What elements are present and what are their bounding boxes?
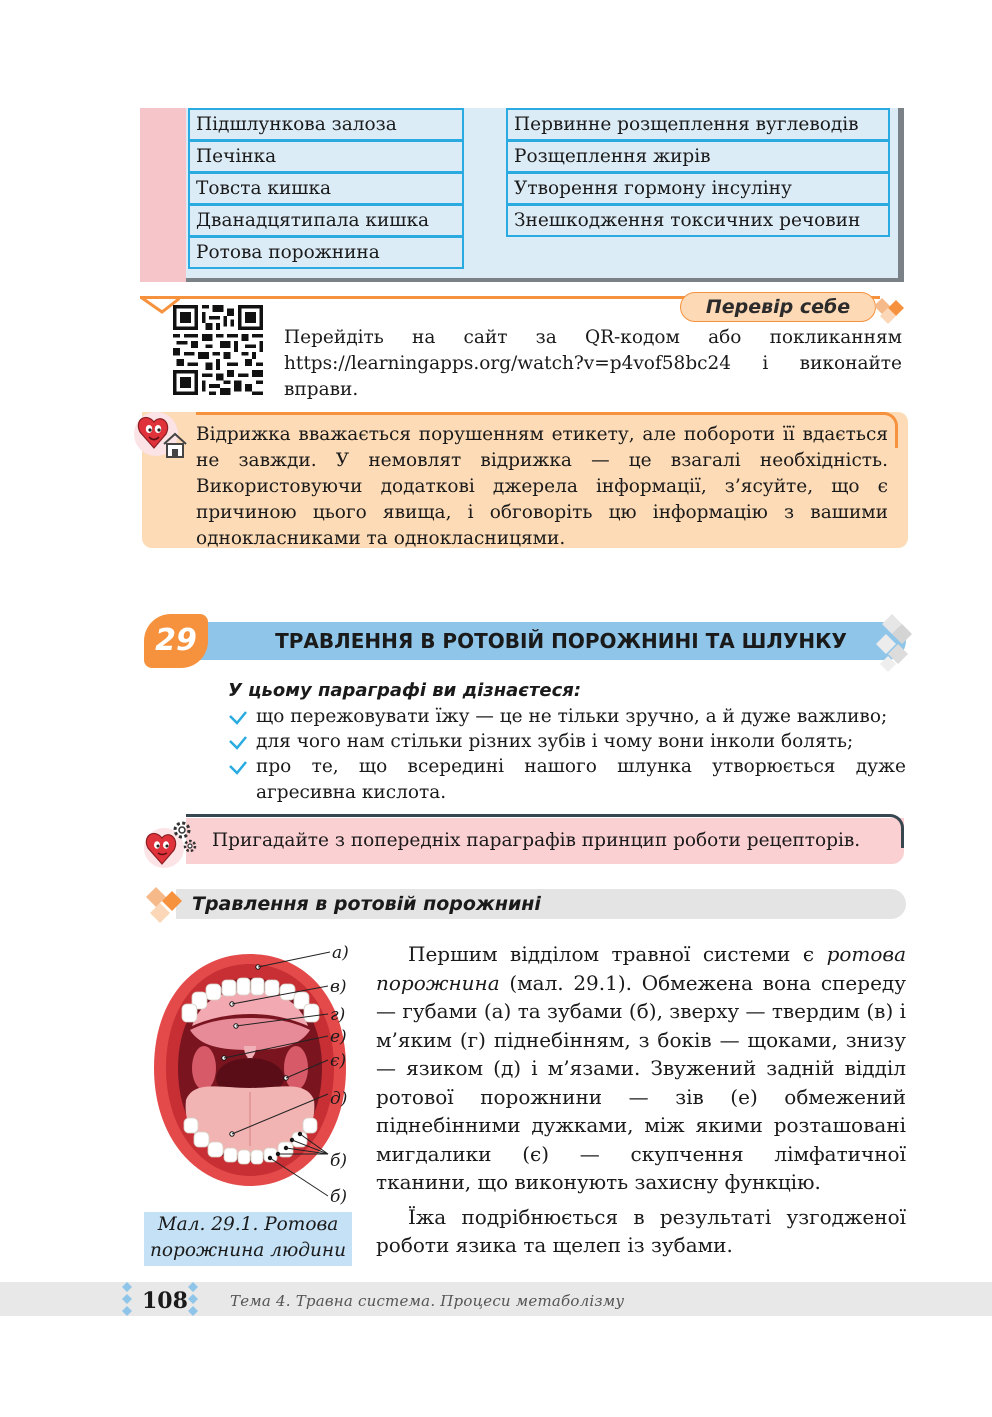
check-yourself-link[interactable]: https://learningapps.org/watch?v=p4vof58bc24 і виконайте (284, 353, 902, 374)
matching-right-column (506, 108, 890, 237)
figure-label: е) (330, 1027, 347, 1047)
matching-table (140, 108, 904, 282)
figure-label: а) (332, 943, 349, 963)
figure-caption (144, 1212, 352, 1266)
note-box-rule (196, 412, 886, 415)
matching-cell: Підшлункова залоза (188, 108, 464, 141)
body-text (376, 940, 906, 1260)
qr-code-icon[interactable] (173, 305, 263, 395)
goal-item: що пережовувати їжу — це не тільки зручно, а й дуже важливо; (256, 706, 888, 727)
body-text-run: Першим відділом травної системи є (408, 942, 827, 966)
check-yourself-text (284, 325, 902, 403)
check-icon (228, 735, 248, 751)
figure-label: г) (330, 1005, 346, 1025)
diamonds-icon (872, 294, 908, 326)
matching-table-shadow (186, 278, 904, 282)
check-icon (228, 760, 248, 776)
mouth-diagram (140, 940, 362, 1210)
goal-item: для чого нам стільки різних зубів і чому вони інколи болять; (256, 731, 854, 752)
diamonds-icon (186, 1280, 200, 1318)
body-text-run: (мал. 29.1). Обмежена вона спереду — губами (а) та зубами (б), зверху — твердим (в) і м’яким (г) піднебінням, з боків — щоками, знизу — язиком (д) і м’язами. Звужений задній відділ ротової порожнини — зів (е) обмежений піднебінними дужками, між якими розташовані мигдалики (є) — скупчення лімфатичної тканини, що виконують захисну функцію. (376, 970, 906, 1194)
recall-box-corner (882, 814, 904, 848)
matching-cell: Знешкодження токсичних речовин (506, 204, 890, 237)
matching-cell: Печінка (188, 140, 464, 173)
section-title: Травлення в ротовій порожнині (192, 893, 541, 915)
figure-label: є) (330, 1051, 347, 1071)
body-paragraph: Їжа подрібнюється в результаті узгодженої роботи язика та щелеп із зубами. (376, 1204, 906, 1257)
matching-table-left-strip (140, 108, 186, 282)
diamonds-icon (872, 612, 914, 674)
recall-box-rule (186, 814, 886, 817)
check-icon (228, 710, 248, 726)
matching-left-column (188, 108, 464, 269)
figure-label: б) (330, 1187, 348, 1207)
matching-cell: Первинне розщеплення вуглеводів (506, 108, 890, 141)
matching-table-shadow (898, 108, 904, 282)
diamonds-icon (120, 1280, 134, 1318)
diamonds-icon (142, 883, 188, 925)
footer-text: Тема 4. Травна система. Процеси метаболізму (230, 1292, 625, 1310)
paragraph-title: ТРАВЛЕННЯ В РОТОВІЙ ПОРОЖНИНІ ТА ШЛУНКУ (275, 629, 847, 653)
check-yourself-line: Перейдіть на сайт за QR-кодом або покликанням (284, 327, 902, 348)
goals-heading: У цьому параграфі ви дізнаєтеся: (228, 680, 582, 701)
body-term: ротова порожнина (376, 942, 906, 995)
check-yourself-line: вправи. (284, 379, 359, 400)
figure-label: б) (330, 1151, 348, 1171)
goal-item: про те, що всередині нашого шлунка утворюється дуже агресивна кислота. (256, 756, 906, 803)
figure-caption-line: порожнина людини (149, 1240, 347, 1261)
figure-caption-line: Мал. 29.1. Ротова (157, 1214, 339, 1235)
check-yourself-badge: Перевір себе (680, 292, 876, 322)
matching-cell: Утворення гормону інсуліну (506, 172, 890, 205)
matching-cell: Товста кишка (188, 172, 464, 205)
paragraph-number: 29 (144, 614, 208, 668)
matching-cell: Дванадцятипала кишка (188, 204, 464, 237)
heart-gears-icon (140, 814, 200, 874)
heart-house-icon (130, 404, 192, 466)
body-paragraph (376, 940, 906, 1197)
page-number: 108 (142, 1288, 188, 1314)
recall-text: Пригадайте з попередніх параграфів принцип роботи рецепторів. (212, 830, 861, 851)
matching-cell: Розщеплення жирів (506, 140, 890, 173)
note-box-text: Відрижка вважається порушенням етикету, але побороти її вдається не завжди. У немовлят відрижка — це взагалі необхідність. Використовуючи додаткові джерела інформації, з’ясуйте, що є причиною цього явища, і обговоріть цю інформацію з вашими однокласниками та однокласницями. (196, 424, 888, 549)
matching-cell: Ротова порожнина (188, 236, 464, 269)
figure-label: д) (330, 1089, 348, 1109)
figure-label: в) (330, 977, 347, 997)
